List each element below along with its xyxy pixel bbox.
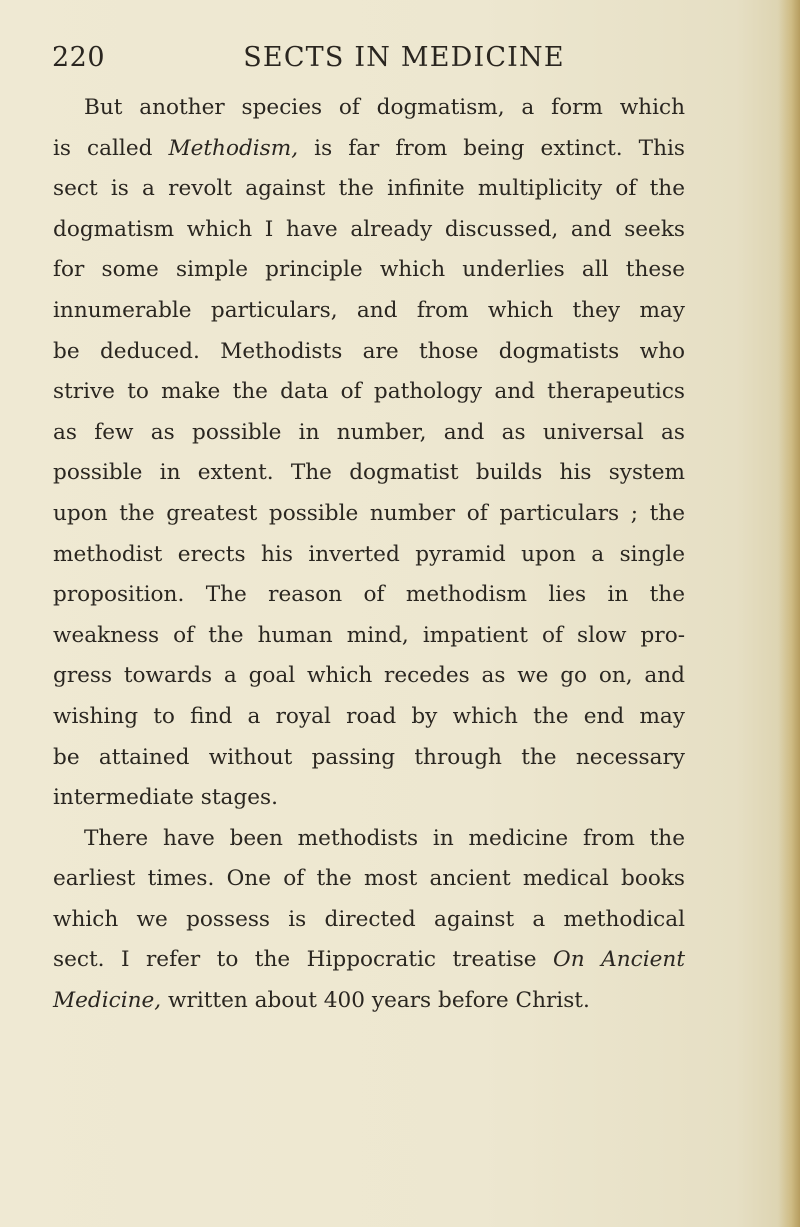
text-line: Medicine, written about 400 years before Christ.: [53, 988, 590, 1014]
text-line: methodist erects his inverted pyramid upon a single: [53, 541, 685, 567]
text-line: innumerable particulars, and from which they may: [53, 297, 685, 323]
text-line: proposition. The reason of methodism lies in the: [53, 582, 685, 608]
italic-term: Methodism,: [168, 135, 299, 161]
text-line: for some simple principle which underlies all these: [53, 257, 685, 283]
text-line: sect. I refer to the Hippocratic treatise On Ancient: [53, 947, 685, 973]
page-header: [52, 42, 712, 82]
text-line: upon the greatest possible number of particulars ; the: [53, 500, 685, 526]
text-line: There have been methodists in medicine from the: [84, 825, 685, 851]
text-line: strive to make the data of pathology and therapeutics: [53, 379, 685, 405]
text-line: possible in extent. The dogmatist builds his system: [53, 460, 685, 486]
text-line: be attained without passing through the necessary: [53, 744, 685, 770]
running-head: SECTS IN MEDICINE: [243, 42, 565, 73]
text-line: intermediate stages.: [53, 785, 278, 811]
page-number: 220: [52, 42, 106, 73]
text-line: sect is a revolt against the infinite multiplicity of the: [53, 176, 685, 202]
text-line: is called Methodism, is far from being extinct. This: [53, 135, 685, 161]
italic-title: On Ancient: [553, 947, 685, 973]
italic-title: Medicine,: [53, 988, 162, 1014]
text-line: as few as possible in number, and as universal as: [53, 419, 685, 445]
text-line: be deduced. Methodists are those dogmatists who: [53, 338, 685, 364]
page-edge-shadow: [778, 0, 800, 1227]
text-line: earliest times. One of the most ancient medical books: [53, 866, 685, 892]
text-line: which we possess is directed against a methodical: [53, 906, 685, 932]
text-line: dogmatism which I have already discussed, and seeks: [53, 216, 685, 242]
text-line: wishing to find a royal road by which the end may: [53, 703, 685, 729]
text-line: But another species of dogmatism, a form which: [84, 95, 685, 120]
text-line: gress towards a goal which recedes as we go on, and: [53, 663, 685, 689]
text-line: weakness of the human mind, impatient of slow pro-: [53, 622, 685, 648]
body-text: [53, 88, 685, 1022]
